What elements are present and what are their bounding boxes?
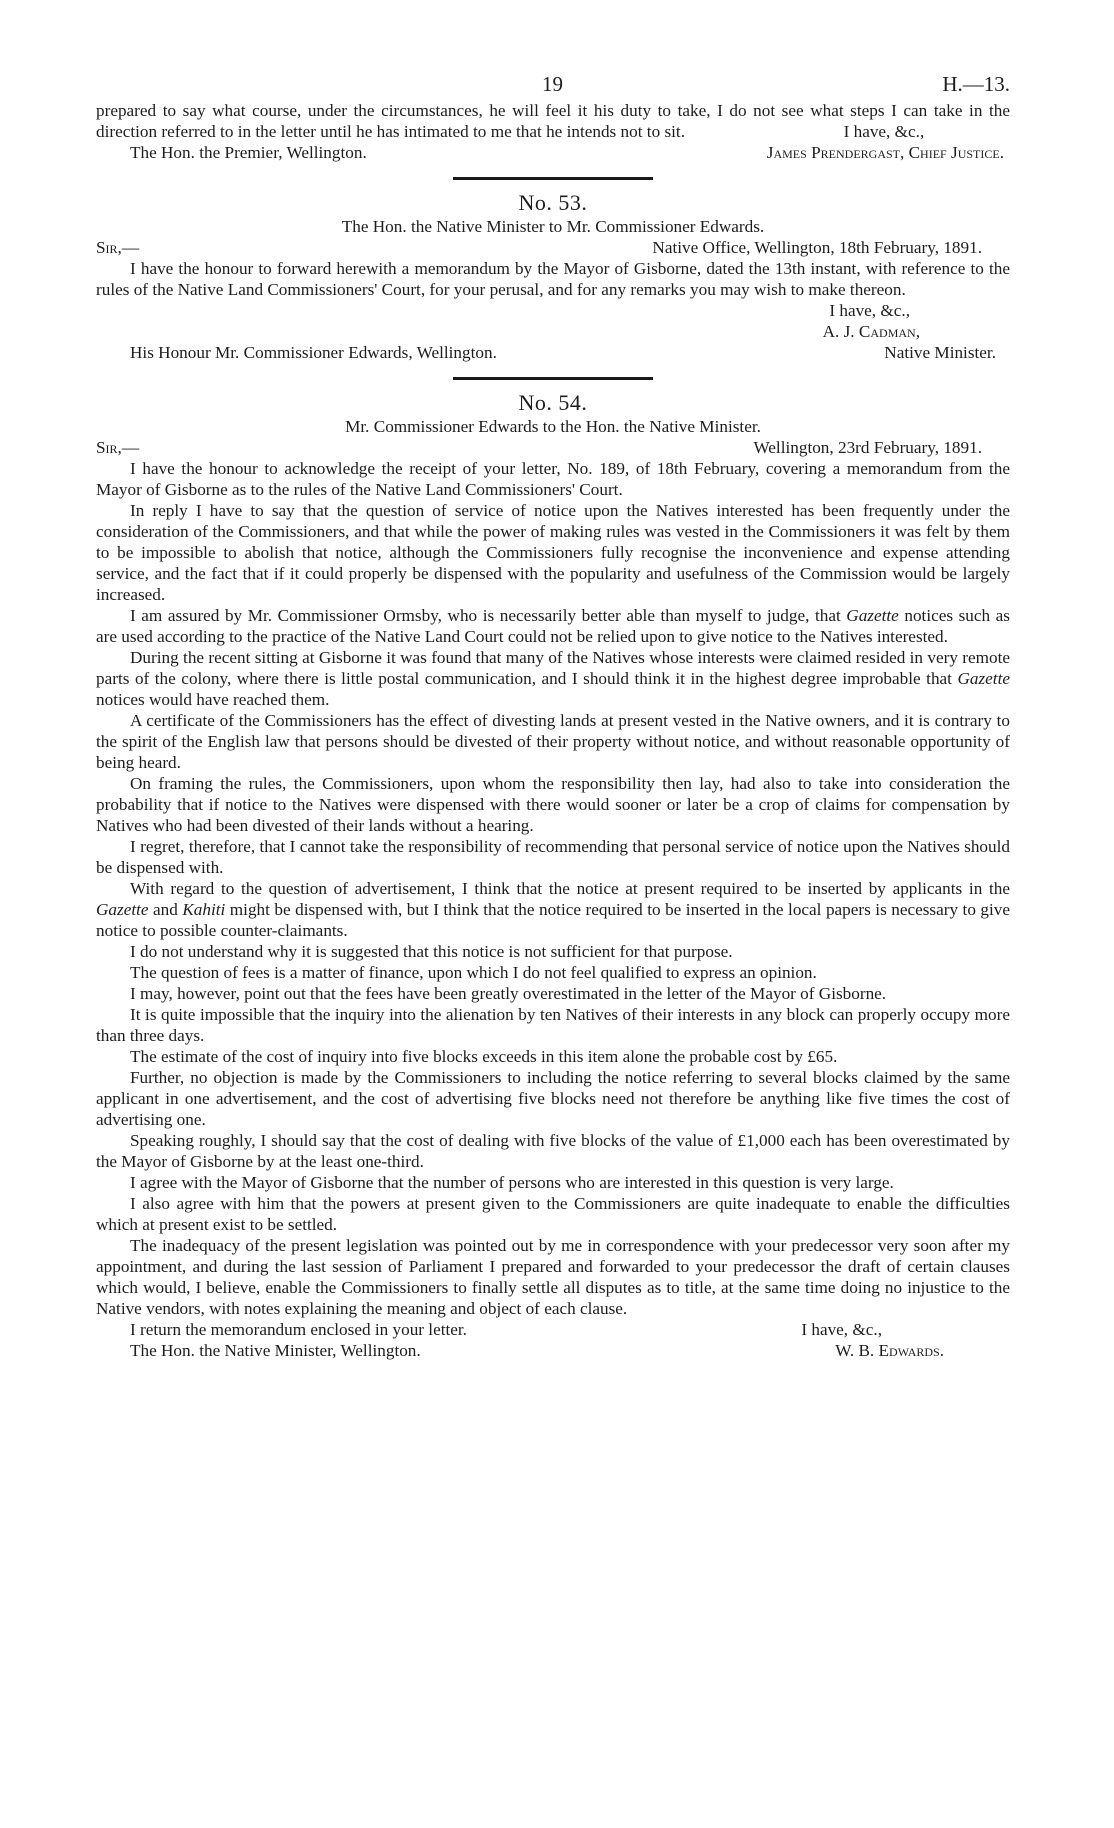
closing: I have, &c., (843, 122, 925, 141)
preceding-letter-end (96, 100, 1010, 163)
paragraph: The estimate of the cost of inquiry into five blocks exceeds in this item alone the probable cost by £65. (130, 1047, 838, 1066)
addressee: The Hon. the Premier, Wellington. (130, 143, 367, 162)
paragraph: In reply I have to say that the question of service of notice upon the Natives interested has been frequently under the consideration of the Commissioners, and that while the power of making rules was vested in the Commissioners it was felt by them to be impossible to abolish that notice, although the Commissioners fully recognise the inconvenience and expense attending service, and the fact that if it could properly be dispensed with the popularity and usefulness of the Commission would be largely increased. (96, 501, 1010, 604)
paragraph: A certificate of the Commissioners has the effect of divesting lands at present vested in the Native owners, and it is contrary to the spirit of the English law that persons should be divested of their property without notice, and without reasonable opportunity of being heard. (96, 711, 1010, 772)
page-header (96, 66, 1010, 100)
paragraph: The inadequacy of the present legislation was pointed out by me in correspondence with your predecessor very soon after my appointment, and during the last session of Parliament I prepared and forwarded to your predecessor the draft of certain clauses which would, I believe, enable the Commissioners to finally settle all disputes as to title, at the same time doing no injustice to the Native vendors, with notes explaining the meaning and object of each clause. (96, 1236, 1010, 1318)
letter-number: No. 53. (518, 190, 588, 215)
paragraph (96, 100, 1010, 142)
paragraph: Speaking roughly, I should say that the cost of dealing with five blocks of the value of £1,000 each has been overestimated by the Mayor of Gisborne by at the least one-third. (96, 1131, 1010, 1171)
page-number: 19 (542, 72, 563, 96)
paragraph: I also agree with him that the powers at present given to the Commissioners are quite inadequate to enable the difficulties which at present exist to be settled. (96, 1194, 1010, 1234)
letter-body: I have the honour to forward herewith a memorandum by the Mayor of Gisborne, dated the 13th instant, with reference to the rules of the Native Land Commissioners' Court, for your perusal, and for any remarks you may wish to make thereon. (96, 259, 1010, 299)
paragraph: I am assured by Mr. Commissioner Ormsby, who is necessarily better able than myself to judge, that Gazette notices such as are used according to the practice of the Native Land Court could not be relied upon to give notice to the Natives interested. (96, 606, 1010, 646)
letter-53 (96, 190, 1010, 363)
letter-title: The Hon. the Native Minister to Mr. Commissioner Edwards. (341, 217, 765, 236)
paragraph: During the recent sitting at Gisborne it was found that many of the Natives whose interests were claimed resided in very remote parts of the colony, where there is little postal communication, and I should think it in the highest degree improbable that Gazette notices would have reached them. (96, 648, 1010, 709)
closing: I have, &c., (829, 301, 910, 320)
paragraph: The question of fees is a matter of finance, upon which I do not feel qualified to express an opinion. (130, 963, 817, 982)
section-rule (453, 377, 653, 380)
dateline: Native Office, Wellington, 18th February, 1891. (652, 238, 982, 257)
signature: W. B. Edwards. (835, 1341, 944, 1360)
paragraph-text: prepared to say what course, under the circumstances, he will feel it his duty to take, I do not see what steps I can take in the direction referred to in the letter until he has intimated to me that he intends not to sit. (96, 101, 1010, 141)
closing: I have, &c., (801, 1320, 882, 1339)
paragraph: I agree with the Mayor of Gisborne that the number of persons who are interested in this question is very large. (130, 1173, 894, 1192)
letter-title: Mr. Commissioner Edwards to the Hon. the Native Minister. (345, 417, 761, 436)
letter-54 (96, 390, 1010, 1361)
signature: James Prendergast, Chief Justice. (766, 143, 1004, 162)
section-rule (453, 177, 653, 180)
signer-title: Native Minister. (884, 343, 996, 362)
addressee: His Honour Mr. Commissioner Edwards, Wellington. (130, 343, 497, 362)
paragraph: I have the honour to acknowledge the receipt of your letter, No. 189, of 18th February, covering a memorandum from the Mayor of Gisborne as to the rules of the Native Land Commissioners' Court. (96, 459, 1010, 499)
paragraph: With regard to the question of advertisement, I think that the notice at present required to be inserted by applicants in the Gazette and Kahiti might be dispensed with, but I think that the notice required to be inserted in the local papers is necessary to give notice to possible counter-claimants. (96, 879, 1010, 940)
letter-number: No. 54. (518, 390, 588, 415)
signer: A. J. Cadman, (822, 322, 920, 341)
paragraph: I do not understand why it is suggested that this notice is not sufficient for that purpose. (130, 942, 733, 961)
dateline: Wellington, 23rd February, 1891. (753, 438, 982, 457)
addressee: The Hon. the Native Minister, Wellington. (130, 1341, 421, 1360)
paragraph: On framing the rules, the Commissioners, upon whom the responsibility then lay, had also to take into consideration the probability that if notice to the Natives were dispensed with there would sooner or later be a crop of claims for compensation by Natives who had been divested of their lands without a hearing. (96, 774, 1010, 835)
paragraph: I return the memorandum enclosed in your letter. (130, 1320, 467, 1339)
paragraph: I regret, therefore, that I cannot take the responsibility of recommending that personal service of notice upon the Natives should be dispensed with. (96, 837, 1010, 877)
document-reference: H.—13. (942, 72, 1010, 96)
salutation: Sir,— (96, 238, 140, 257)
paragraph: It is quite impossible that the inquiry into the alienation by ten Natives of their interests in any block can properly occupy more than three days. (96, 1005, 1010, 1045)
paragraph: I may, however, point out that the fees have been greatly overestimated in the letter of the Mayor of Gisborne. (130, 984, 887, 1003)
document-page (96, 66, 1010, 1361)
salutation: Sir,— (96, 438, 140, 457)
paragraph: Further, no objection is made by the Commissioners to including the notice referring to several blocks claimed by the same applicant in one advertisement, and the cost of advertising five blocks need not therefore be anything like five times the cost of advertising one. (96, 1068, 1010, 1129)
